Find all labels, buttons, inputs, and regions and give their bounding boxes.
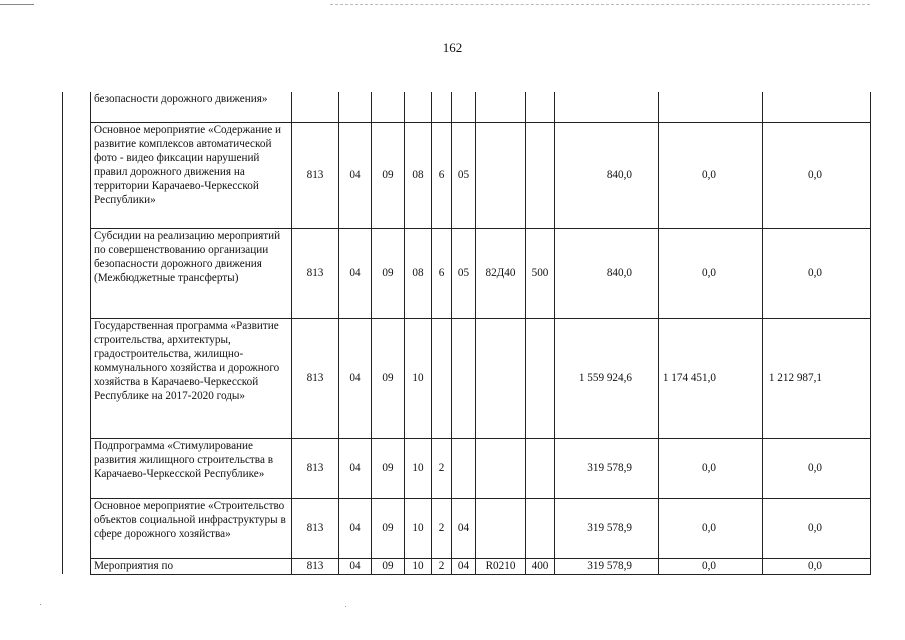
- code-rz: [339, 92, 372, 122]
- code-pr: 09: [372, 558, 405, 574]
- code-subprogram: 6: [432, 122, 452, 228]
- sum-2019: 0,0: [659, 438, 763, 498]
- code-subprogram: 2: [432, 498, 452, 558]
- sum-2019: 0,0: [659, 122, 763, 228]
- code-ved: 813: [292, 498, 339, 558]
- code-rz: 04: [339, 498, 372, 558]
- code-rz: 04: [339, 558, 372, 574]
- row-margin-cell: [63, 318, 91, 438]
- code-program: 10: [405, 498, 432, 558]
- code-subprogram: [432, 92, 452, 122]
- table-row: [63, 92, 871, 122]
- code-ved: [292, 92, 339, 122]
- row-name: Основное мероприятие «Строительство объектов социальной инфраструктуры в сфере дорожного хозяйства»: [91, 498, 292, 558]
- code-expense-type: [526, 318, 555, 438]
- table-row: [63, 122, 871, 228]
- sum-2020: 0,0: [763, 228, 871, 318]
- table-row: [63, 438, 871, 498]
- code-event: [452, 438, 476, 498]
- sum-2018: 319 578,9: [555, 558, 659, 574]
- code-pr: [372, 92, 405, 122]
- scan-speck: [40, 604, 41, 605]
- code-expense-type: [526, 92, 555, 122]
- code-subprogram: 2: [432, 558, 452, 574]
- row-name: Субсидии на реализацию мероприятий по совершенствованию организации безопасности дорожного движения (Межбюджетные трансферты): [91, 228, 292, 318]
- sum-2018: 319 578,9: [555, 438, 659, 498]
- table-row: [63, 318, 871, 438]
- code-expense-type: 500: [526, 228, 555, 318]
- code-rz: 04: [339, 438, 372, 498]
- code-rz: 04: [339, 318, 372, 438]
- row-margin-cell: [63, 122, 91, 228]
- code-direction: [476, 498, 526, 558]
- sum-2019: 0,0: [659, 558, 763, 574]
- code-expense-type: [526, 438, 555, 498]
- code-expense-type: 400: [526, 558, 555, 574]
- code-event: [452, 92, 476, 122]
- row-margin-cell: [63, 558, 91, 574]
- row-margin-cell: [63, 438, 91, 498]
- code-pr: 09: [372, 228, 405, 318]
- sum-2018: 840,0: [555, 122, 659, 228]
- code-subprogram: 6: [432, 228, 452, 318]
- code-ved: 813: [292, 318, 339, 438]
- code-expense-type: [526, 122, 555, 228]
- code-subprogram: [432, 318, 452, 438]
- code-rz: 04: [339, 228, 372, 318]
- code-ved: 813: [292, 558, 339, 574]
- code-program: 10: [405, 558, 432, 574]
- row-name: Основное мероприятие «Содержание и развитие комплексов автоматической фото - видео фиксации нарушений правил дорожного движения на территории Карачаево-Черкесской Республики»: [91, 122, 292, 228]
- sum-2020: 0,0: [763, 438, 871, 498]
- code-program: 08: [405, 228, 432, 318]
- code-pr: 09: [372, 438, 405, 498]
- sum-2020: 0,0: [763, 498, 871, 558]
- code-program: [405, 92, 432, 122]
- table-body: [63, 92, 871, 574]
- scan-speck: [345, 606, 346, 607]
- code-ved: 813: [292, 228, 339, 318]
- code-event: 04: [452, 498, 476, 558]
- code-program: 10: [405, 318, 432, 438]
- table-row: [63, 498, 871, 558]
- code-direction: [476, 122, 526, 228]
- code-direction: [476, 438, 526, 498]
- code-ved: 813: [292, 438, 339, 498]
- row-name: Подпрограмма «Стимулирование развития жилищного строительства в Карачаево-Черкесской Республике»: [91, 438, 292, 498]
- code-direction: [476, 92, 526, 122]
- code-subprogram: 2: [432, 438, 452, 498]
- sum-2018: 319 578,9: [555, 498, 659, 558]
- scan-edge-line: [330, 4, 870, 5]
- code-ved: 813: [292, 122, 339, 228]
- row-name: Мероприятия по: [91, 558, 292, 574]
- code-pr: 09: [372, 122, 405, 228]
- row-margin-cell: [63, 228, 91, 318]
- code-direction: R0210: [476, 558, 526, 574]
- code-event: [452, 318, 476, 438]
- sum-2018: [555, 92, 659, 122]
- sum-2020: 1 212 987,1: [763, 318, 871, 438]
- budget-table: [62, 92, 871, 575]
- code-event: 05: [452, 228, 476, 318]
- table-row: [63, 558, 871, 574]
- page-number: 162: [442, 40, 463, 55]
- code-pr: 09: [372, 498, 405, 558]
- sum-2019: 0,0: [659, 228, 763, 318]
- code-event: 05: [452, 122, 476, 228]
- row-name: Государственная программа «Развитие строительства, архитектуры, градостроительства, жилищно-коммунального хозяйства и дорожного хозяйства в Карачаево-Черкесской Республике на 2017-2020 годы»: [91, 318, 292, 438]
- row-margin-cell: [63, 498, 91, 558]
- sum-2020: [763, 92, 871, 122]
- row-margin-cell: [63, 92, 91, 122]
- code-rz: 04: [339, 122, 372, 228]
- sum-2019: 1 174 451,0: [659, 318, 763, 438]
- sum-2019: 0,0: [659, 498, 763, 558]
- code-expense-type: [526, 498, 555, 558]
- code-event: 04: [452, 558, 476, 574]
- code-pr: 09: [372, 318, 405, 438]
- table-row: [63, 228, 871, 318]
- code-direction: 82Д40: [476, 228, 526, 318]
- code-program: 08: [405, 122, 432, 228]
- scan-edge-line: [0, 4, 34, 5]
- code-direction: [476, 318, 526, 438]
- row-name: безопасности дорожного движения»: [91, 92, 292, 122]
- sum-2018: 840,0: [555, 228, 659, 318]
- sum-2019: [659, 92, 763, 122]
- sum-2018: 1 559 924,6: [555, 318, 659, 438]
- sum-2020: 0,0: [763, 558, 871, 574]
- code-program: 10: [405, 438, 432, 498]
- sum-2020: 0,0: [763, 122, 871, 228]
